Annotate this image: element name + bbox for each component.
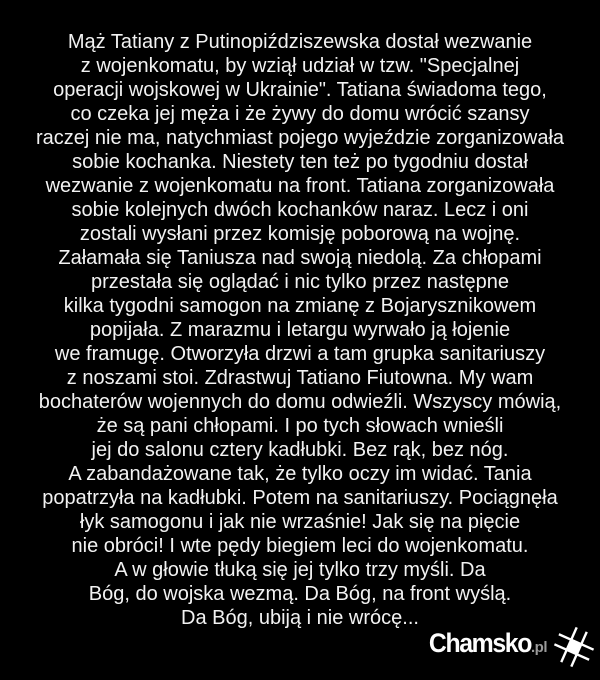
story-line: sobie kochanka. Niestety ten też po tygodniu dostał	[72, 151, 528, 173]
story-line: co czeka jej męża i że żywy do domu wrócić szansy	[70, 103, 530, 125]
story-line: zostali wysłani przez komisję poborową na wojnę.	[79, 223, 521, 245]
story-line: Załamała się Taniusza nad swoją niedolą. Za chłopami	[58, 247, 542, 269]
story-line: sobie kolejnych dwóch kochanków naraz. Lecz i oni	[71, 199, 529, 221]
story-line: bochaterów wojennych do domu odwieźli. Wszyscy mówią,	[38, 391, 562, 413]
story-line: z noszami stoi. Zdrastwuj Tatiano Fiutowna. My wam	[66, 367, 534, 389]
story-line: Mąż Tatiany z Putinopiździszewska dostał wezwanie	[67, 31, 533, 53]
story-line: z wojenkomatu, by wziął udział w tzw. "Specjalnej	[80, 55, 520, 77]
story-line: że są pani chłopami. I po tych słowach wnieśli	[96, 415, 504, 437]
tilted-hash-icon	[551, 618, 597, 676]
site-logo-text	[420, 628, 547, 659]
story-line: raczej nie ma, natychmiast pojego wyjeździe zorganizowała	[35, 127, 565, 149]
story-line: Bóg, do wojska wezmą. Da Bóg, na front wyślą.	[88, 583, 512, 605]
story-line: popijała. Z marazmu i letargu wyrwało ją łojenie	[89, 319, 511, 341]
story-line: jej do salonu cztery kadłubki. Bez rąk, bez nóg.	[91, 439, 509, 461]
story-line: A zabandażowane tak, że tylko oczy im widać. Tania	[68, 463, 532, 485]
story-line: Da Bóg, ubiją i nie wrócę...	[181, 607, 419, 629]
story-line: popatrzyła na kadłubki. Potem na sanitariuszy. Pociągnęła	[42, 487, 558, 509]
site-logo	[420, 618, 597, 676]
story-line: przestała się oglądać i nic tylko przez następne	[90, 271, 509, 293]
story-line: we framugę. Otworzyła drzwi a tam grupka sanitariuszy	[54, 343, 546, 365]
site-tld: .pl	[531, 638, 547, 656]
story-line: kilka tygodni samogon na zmianę z Bojarysznikowem	[63, 295, 537, 317]
story-line: A w głowie tłuką się jej tylko trzy myśli. Da	[114, 559, 486, 581]
story-line: operacji wojskowej w Ukrainie". Tatiana świadoma tego,	[53, 79, 547, 101]
site-name: Chamsko	[428, 627, 531, 658]
story-line: wezwanie z wojenkomatu na front. Tatiana zorganizowała	[45, 175, 555, 197]
story-line: nie obróci! I wte pędy biegiem leci do wojenkomatu.	[71, 535, 529, 557]
story-line: łyk samogonu i jak nie wrzaśnie! Jak się na pięcie	[79, 511, 521, 533]
